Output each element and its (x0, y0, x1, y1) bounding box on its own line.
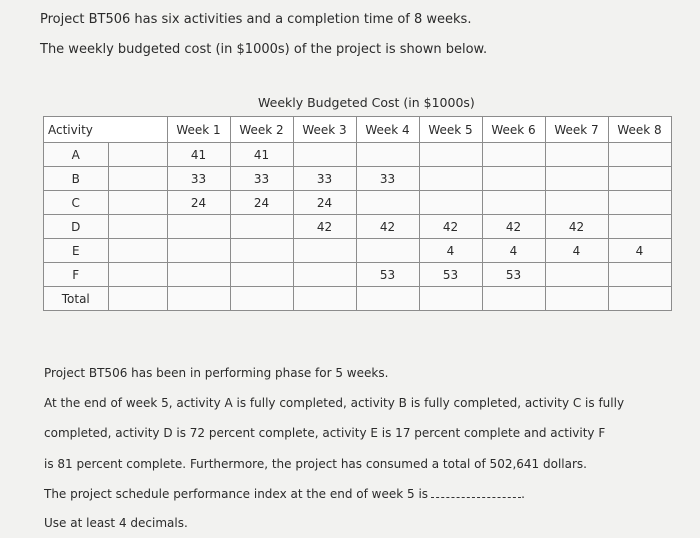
activity-cell: D (44, 215, 109, 239)
cost-cell: 53 (482, 263, 545, 287)
table-caption: Weekly Budgeted Cost (in $1000s) (258, 95, 475, 110)
table-header-row (44, 117, 672, 143)
total-cell (545, 287, 608, 311)
cost-cell (293, 143, 356, 167)
cost-cell: 24 (230, 191, 293, 215)
total-cell (230, 287, 293, 311)
activity-cell: C (44, 191, 109, 215)
cost-cell: 42 (482, 215, 545, 239)
table-row (44, 191, 672, 215)
cost-cell (419, 191, 482, 215)
header-week-2: Week 2 (230, 117, 293, 143)
cost-cell: 33 (356, 167, 419, 191)
intro-line-2: The weekly budgeted cost (in $1000s) of the project is shown below. (40, 42, 488, 57)
cost-cell (167, 239, 230, 263)
cost-cell (167, 215, 230, 239)
cost-cell: 42 (419, 215, 482, 239)
cost-cell (545, 167, 608, 191)
header-activity: Activity (44, 117, 109, 143)
total-cell (167, 287, 230, 311)
answer-blank[interactable] (431, 487, 521, 498)
cost-cell (545, 143, 608, 167)
question-line-4: is 81 percent complete. Furthermore, the project has consumed a total of 502,641 dollars. (44, 457, 587, 471)
cost-cell (293, 239, 356, 263)
cost-cell (608, 191, 671, 215)
cost-cell (608, 143, 671, 167)
activity-cell: A (44, 143, 109, 167)
table-row (44, 143, 672, 167)
cost-cell (356, 191, 419, 215)
header-week-1: Week 1 (167, 117, 230, 143)
total-cell (608, 287, 671, 311)
cost-cell (356, 239, 419, 263)
budget-table (43, 116, 672, 311)
cost-cell (230, 263, 293, 287)
table-row (44, 215, 672, 239)
total-cell (482, 287, 545, 311)
table-row (44, 239, 672, 263)
total-cell (293, 287, 356, 311)
cost-cell (482, 191, 545, 215)
table-row-total (44, 287, 672, 311)
header-gap (108, 117, 167, 143)
header-week-3: Week 3 (293, 117, 356, 143)
question-line-3: completed, activity D is 72 percent complete, activity E is 17 percent complete and activity F (44, 426, 606, 440)
cost-cell (167, 263, 230, 287)
cost-cell: 42 (356, 215, 419, 239)
cost-cell (482, 143, 545, 167)
activity-cell: E (44, 239, 109, 263)
cost-cell: 24 (293, 191, 356, 215)
cost-cell (545, 191, 608, 215)
cost-cell: 24 (167, 191, 230, 215)
header-week-5: Week 5 (419, 117, 482, 143)
total-cell (356, 287, 419, 311)
spi-question-end: . (521, 487, 525, 501)
cost-cell: 53 (356, 263, 419, 287)
cost-cell: 53 (419, 263, 482, 287)
cost-cell (230, 215, 293, 239)
spi-question-text: The project schedule performance index at the end of week 5 is (44, 487, 429, 501)
cost-cell: 33 (230, 167, 293, 191)
question-line-1: Project BT506 has been in performing phase for 5 weeks. (44, 366, 389, 380)
cost-cell (230, 239, 293, 263)
activity-cell: F (44, 263, 109, 287)
cost-cell: 4 (545, 239, 608, 263)
question-line-6: Use at least 4 decimals. (44, 516, 188, 530)
intro-line-1: Project BT506 has six activities and a completion time of 8 weeks. (40, 12, 472, 27)
table-row (44, 263, 672, 287)
cost-cell: 42 (293, 215, 356, 239)
cost-cell (608, 263, 671, 287)
activity-cell: B (44, 167, 109, 191)
cost-cell: 33 (167, 167, 230, 191)
header-week-8: Week 8 (608, 117, 671, 143)
cost-cell (482, 167, 545, 191)
cost-cell (419, 143, 482, 167)
total-cell (419, 287, 482, 311)
table-row (44, 167, 672, 191)
cost-cell: 4 (608, 239, 671, 263)
cost-cell: 4 (482, 239, 545, 263)
cost-cell: 41 (230, 143, 293, 167)
header-week-7: Week 7 (545, 117, 608, 143)
cost-cell (293, 263, 356, 287)
header-week-6: Week 6 (482, 117, 545, 143)
cost-cell: 41 (167, 143, 230, 167)
cost-cell (608, 167, 671, 191)
header-week-4: Week 4 (356, 117, 419, 143)
question-line-2: At the end of week 5, activity A is fully completed, activity B is fully completed, activity C is fully (44, 396, 625, 410)
total-label: Total (44, 287, 109, 311)
cost-cell (608, 215, 671, 239)
cost-cell (545, 263, 608, 287)
cost-cell: 42 (545, 215, 608, 239)
cost-cell: 4 (419, 239, 482, 263)
cost-cell: 33 (293, 167, 356, 191)
cost-cell (419, 167, 482, 191)
cost-cell (356, 143, 419, 167)
question-line-5 (44, 487, 525, 501)
